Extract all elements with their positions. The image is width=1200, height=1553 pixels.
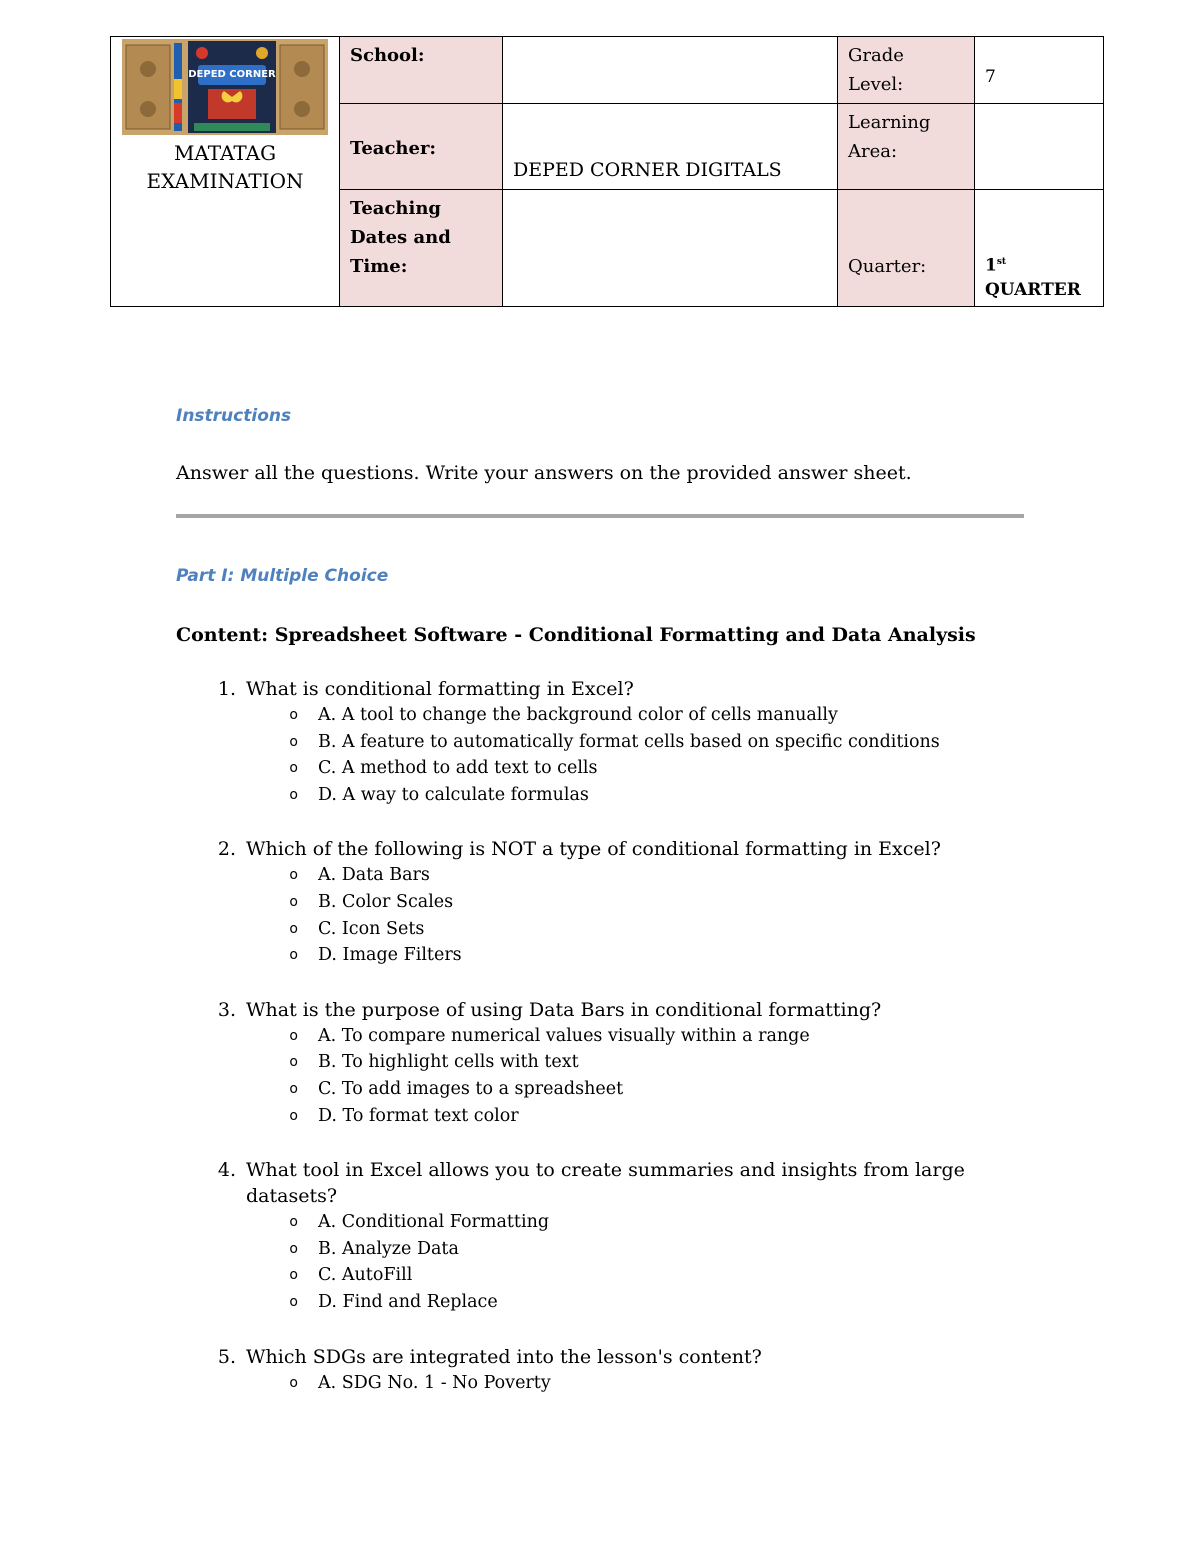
question-number: 3. xyxy=(217,998,236,1021)
question-number: 2. xyxy=(217,838,236,861)
option-bullet: o xyxy=(289,920,298,937)
answer-option xyxy=(176,782,1024,809)
answer-option xyxy=(176,702,1024,729)
teacher-value: DEPED CORNER DIGITALS xyxy=(513,159,782,181)
school-label: School: xyxy=(340,37,503,104)
answer-option xyxy=(176,1236,1024,1263)
answer-option xyxy=(176,1076,1024,1103)
learning-area-label: Learning Area: xyxy=(838,104,975,190)
teaching-dates-value xyxy=(503,190,838,307)
quarter-value-cell xyxy=(975,190,1104,307)
question-text: What is the purpose of using Data Bars in conditional formatting? xyxy=(246,998,882,1021)
option-text: C. To add images to a spreadsheet xyxy=(318,1078,624,1099)
option-bullet: o xyxy=(289,733,298,750)
answer-option xyxy=(176,1049,1024,1076)
deped-corner-logo xyxy=(122,39,328,135)
option-text: B. To highlight cells with text xyxy=(318,1052,579,1073)
grade-level-value: 7 xyxy=(985,67,996,87)
logo-badge-text: DEPED CORNER xyxy=(188,69,276,80)
quarter-label: Quarter: xyxy=(848,256,927,277)
question-item xyxy=(176,1157,1024,1315)
option-text: C. Icon Sets xyxy=(318,918,425,939)
answer-option xyxy=(176,755,1024,782)
option-bullet: o xyxy=(289,1374,298,1391)
option-text: C. AutoFill xyxy=(318,1265,413,1286)
question-text: Which of the following is NOT a type of conditional formatting in Excel? xyxy=(246,838,941,861)
option-bullet: o xyxy=(289,1080,298,1097)
option-text: B. A feature to automatically format cells based on specific conditions xyxy=(318,731,940,752)
teacher-label: Teacher: xyxy=(350,138,437,159)
answer-option xyxy=(176,942,1024,969)
option-bullet: o xyxy=(289,893,298,910)
question-item xyxy=(176,836,1024,968)
question-item xyxy=(176,1344,1024,1397)
answer-option xyxy=(176,1370,1024,1397)
option-text: A. To compare numerical values visually within a range xyxy=(318,1025,810,1046)
question-number: 5. xyxy=(217,1345,236,1368)
question-text: What is conditional formatting in Excel? xyxy=(246,678,634,700)
school-value xyxy=(503,37,838,104)
question-text: What tool in Excel allows you to create summaries and insights from large datasets? xyxy=(246,1159,965,1208)
option-text: C. A method to add text to cells xyxy=(318,758,598,779)
option-bullet: o xyxy=(289,1293,298,1310)
content-heading: Content: Spreadsheet Software - Conditional Formatting and Data Analysis xyxy=(176,624,976,646)
option-text: A. SDG No. 1 - No Poverty xyxy=(318,1372,551,1393)
teaching-dates-label: Teaching Dates and Time: xyxy=(340,190,503,307)
option-bullet: o xyxy=(289,1214,298,1231)
answer-option xyxy=(176,862,1024,889)
matatag-examination-title: MATATAG EXAMINATION xyxy=(146,141,304,193)
option-bullet: o xyxy=(289,1027,298,1044)
option-text: D. To format text color xyxy=(318,1105,519,1126)
option-bullet: o xyxy=(289,707,298,723)
teacher-value-cell xyxy=(503,104,838,190)
option-bullet: o xyxy=(289,1054,298,1071)
option-text: B. Color Scales xyxy=(318,891,454,912)
question-text: Which SDGs are integrated into the lesson's content? xyxy=(246,1345,762,1368)
answer-option xyxy=(176,916,1024,943)
option-bullet: o xyxy=(289,786,298,803)
option-text: A. A tool to change the background color of cells manually xyxy=(318,705,838,725)
quarter-label-cell xyxy=(838,190,975,307)
answer-option xyxy=(176,1209,1024,1236)
question-list xyxy=(176,676,1024,1424)
quarter-number: 1 xyxy=(985,255,997,276)
instructions-text: Answer all the questions. Write your answers on the provided answer sheet. xyxy=(176,462,912,484)
answer-option xyxy=(176,1262,1024,1289)
part-heading: Part I: Multiple Choice xyxy=(176,566,389,586)
learning-area-value xyxy=(975,104,1104,190)
instructions-heading: Instructions xyxy=(176,406,292,426)
horizontal-divider xyxy=(176,514,1024,518)
quarter-value xyxy=(985,250,1093,302)
option-text: B. Analyze Data xyxy=(318,1238,459,1259)
teacher-label-cell xyxy=(340,104,503,190)
question-number: 4. xyxy=(217,1159,236,1182)
question-item xyxy=(176,997,1024,1129)
grade-level-label: Grade Level: xyxy=(838,37,975,104)
option-text: D. Image Filters xyxy=(318,945,462,966)
quarter-word: QUARTER xyxy=(985,279,1081,300)
logo-cell xyxy=(111,37,340,307)
option-bullet: o xyxy=(289,1107,298,1124)
header-table xyxy=(110,36,1104,307)
answer-option xyxy=(176,1289,1024,1316)
option-text: A. Data Bars xyxy=(318,865,430,886)
quarter-suffix: st xyxy=(996,257,1007,267)
answer-option xyxy=(176,889,1024,916)
option-bullet: o xyxy=(289,760,298,777)
answer-option xyxy=(176,729,1024,756)
option-text: D. A way to calculate formulas xyxy=(318,784,589,805)
option-text: A. Conditional Formatting xyxy=(318,1212,550,1233)
option-bullet: o xyxy=(289,1240,298,1257)
option-text: D. Find and Replace xyxy=(318,1291,498,1312)
question-item xyxy=(176,676,1024,808)
option-bullet: o xyxy=(289,1267,298,1284)
answer-option xyxy=(176,1023,1024,1050)
question-number: 1. xyxy=(217,678,236,700)
option-bullet: o xyxy=(289,867,298,884)
option-bullet: o xyxy=(289,947,298,964)
answer-option xyxy=(176,1103,1024,1130)
grade-level-cell xyxy=(975,37,1104,104)
